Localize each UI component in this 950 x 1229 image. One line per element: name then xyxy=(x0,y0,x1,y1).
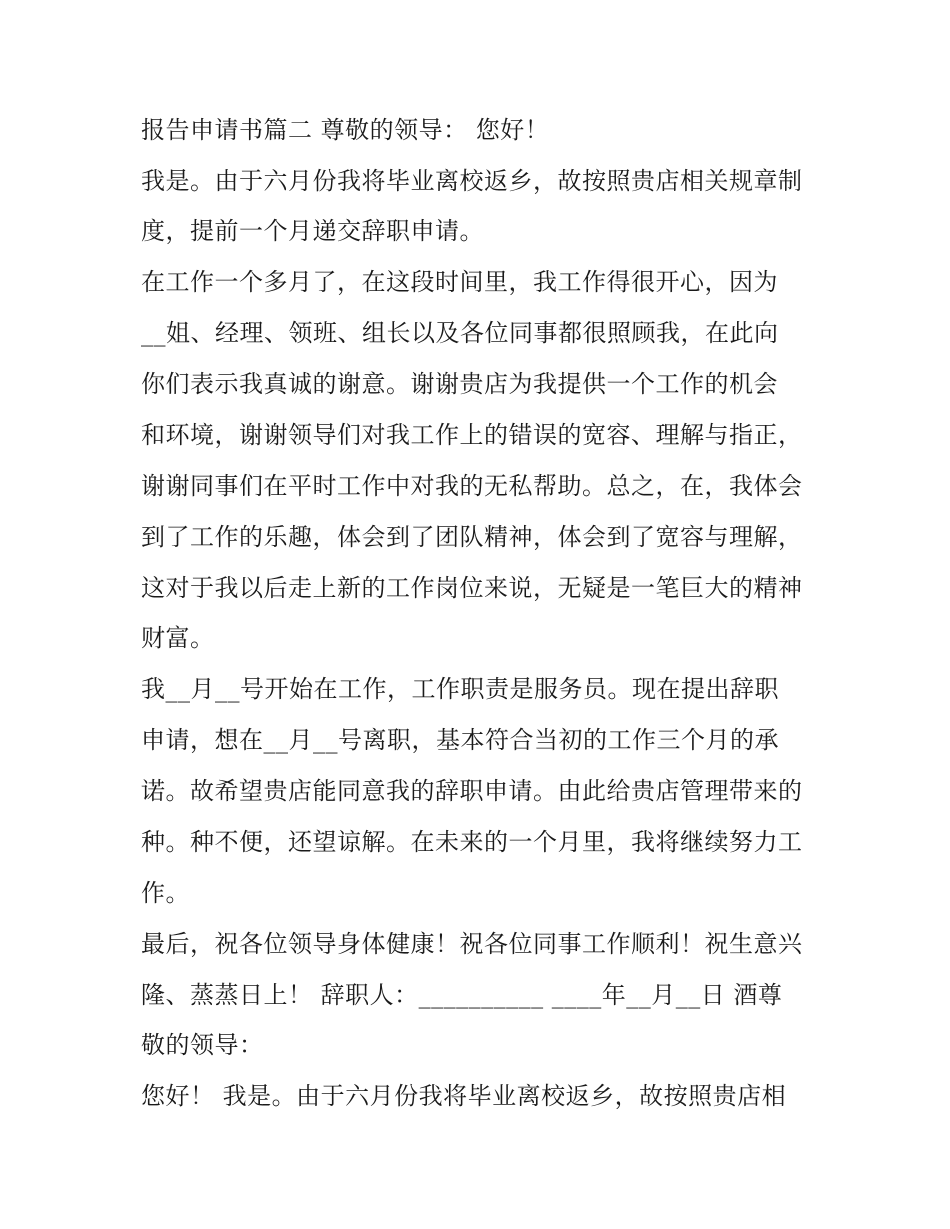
text-line: 敬的领导： xyxy=(141,1031,264,1059)
text-line: 我__月__号开始在工作，工作职责是服务员。现在提出辞职 xyxy=(141,675,779,703)
text-line: 种。种不便，还望谅解。在未来的一个月里，我将继续努力工 xyxy=(141,828,803,856)
text-line: 您好！ 我是。由于六月份我将毕业离校返乡，故按照贵店相 xyxy=(141,1082,787,1110)
text-line: 我是。由于六月份我将毕业离校返乡，故按照贵店相关规章制 xyxy=(141,167,803,195)
text-line: 谢谢同事们在平时工作中对我的无私帮助。总之，在，我体会 xyxy=(141,472,803,500)
text-line: 报告申请书篇二 尊敬的领导： 您好！ xyxy=(141,116,550,144)
text-line: 度，提前一个月递交辞职申请。 xyxy=(141,217,484,245)
text-line: 在工作一个多月了，在这段时间里，我工作得很开心，因为 xyxy=(141,268,778,296)
text-line: 财富。 xyxy=(141,624,215,652)
text-line: 申请，想在__月__号离职，基本符合当初的工作三个月的承 xyxy=(141,726,779,754)
text-line: 最后，祝各位领导身体健康！祝各位同事工作顺利！祝生意兴 xyxy=(141,930,803,958)
text-line: 隆、蒸蒸日上！ 辞职人：__________ ____年__月__日 酒尊 xyxy=(141,981,783,1009)
text-line: 作。 xyxy=(141,879,190,907)
text-line: 和环境，谢谢领导们对我工作上的错误的宽容、理解与指正， xyxy=(141,421,803,449)
text-line: 这对于我以后走上新的工作岗位来说，无疑是一笔巨大的精神 xyxy=(141,574,803,602)
text-line: 到了工作的乐趣，体会到了团队精神，体会到了宽容与理解， xyxy=(141,523,803,551)
text-line: 你们表示我真诚的谢意。谢谢贵店为我提供一个工作的机会 xyxy=(141,370,778,398)
text-line: __姐、经理、领班、组长以及各位同事都很照顾我，在此向 xyxy=(141,319,779,347)
text-line: 诺。故希望贵店能同意我的辞职申请。由此给贵店管理带来的 xyxy=(141,777,803,805)
